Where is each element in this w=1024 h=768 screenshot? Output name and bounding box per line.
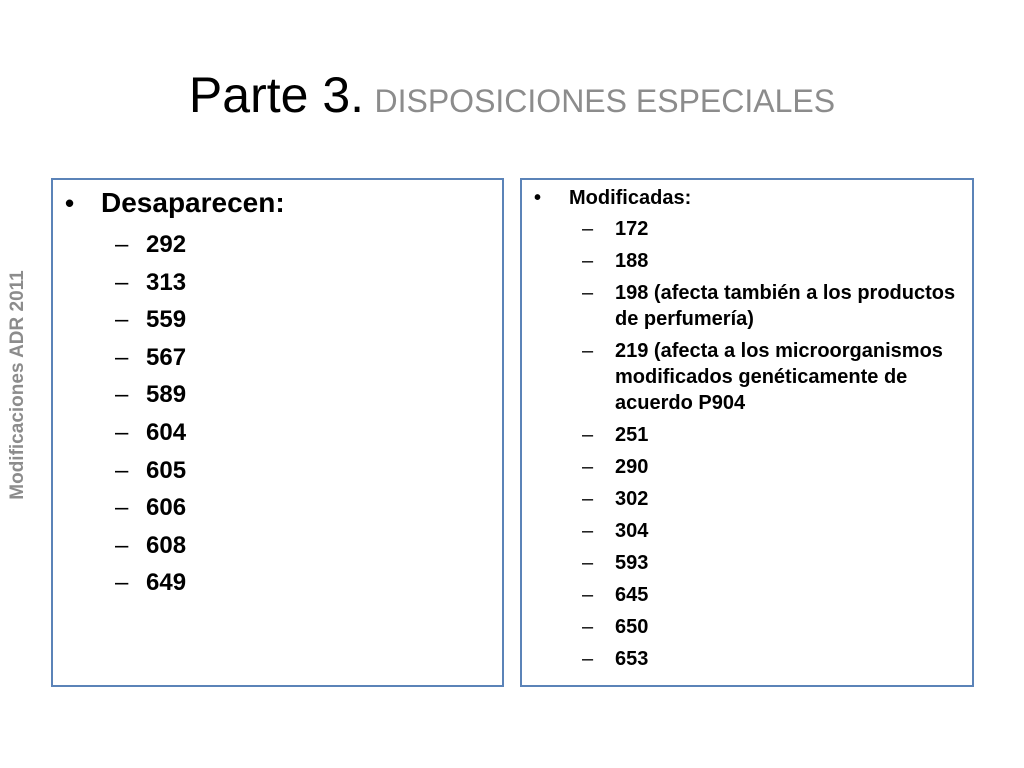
list-item <box>53 339 502 377</box>
dash-icon: – <box>582 648 594 670</box>
dash-icon: – <box>582 250 594 272</box>
dash-icon: – <box>582 424 594 446</box>
bullet-icon: • <box>534 187 542 209</box>
list-item <box>522 550 972 576</box>
dash-icon: – <box>582 616 594 638</box>
dash-icon: – <box>582 218 594 240</box>
title-main: Parte 3. <box>188 67 365 123</box>
list-item-text: 605 <box>146 456 187 484</box>
list-item <box>522 248 972 274</box>
list-item-text: 290 <box>615 456 649 478</box>
list-item-text: 251 <box>615 424 649 446</box>
dash-icon: – <box>115 343 129 371</box>
side-label: Modificaciones ADR 2011 <box>7 270 28 500</box>
dash-icon: – <box>115 494 129 522</box>
dash-icon: – <box>582 520 594 542</box>
list-item-text: 608 <box>146 531 187 559</box>
list-item <box>522 422 972 448</box>
right-content-box <box>520 178 974 687</box>
dash-icon: – <box>115 306 129 334</box>
dash-icon: – <box>115 231 129 258</box>
dash-icon: – <box>582 488 594 510</box>
list-item <box>53 301 502 339</box>
right-heading-item <box>522 186 972 211</box>
dash-icon: – <box>115 531 129 559</box>
dash-icon: – <box>582 282 594 304</box>
dash-icon: – <box>115 268 129 296</box>
list-item <box>53 376 502 414</box>
dash-icon: – <box>582 584 594 606</box>
list-item <box>522 518 972 544</box>
list-item-text: 198 (afecta también a los productos de perfumería) <box>615 282 956 330</box>
list-item-text: 304 <box>615 520 649 542</box>
list-item <box>53 564 502 602</box>
list-item <box>522 646 972 672</box>
list-item <box>53 226 502 264</box>
dash-icon: – <box>115 569 129 597</box>
list-item <box>522 454 972 480</box>
list-item <box>522 582 972 608</box>
left-heading: Desaparecen: <box>101 187 285 218</box>
list-item <box>522 614 972 640</box>
slide-title <box>0 66 1024 124</box>
list-item <box>53 452 502 490</box>
left-bullet-list <box>53 186 502 220</box>
list-item-text: 653 <box>615 648 649 670</box>
right-bullet-list <box>522 186 972 211</box>
dash-icon: – <box>582 456 594 478</box>
dash-icon: – <box>115 381 129 409</box>
list-item-text: 559 <box>146 306 187 334</box>
list-item <box>522 216 972 242</box>
dash-icon: – <box>582 340 594 362</box>
list-item-text: 313 <box>146 268 187 296</box>
dash-icon: – <box>115 456 129 484</box>
right-heading: Modificadas: <box>569 187 692 209</box>
list-item <box>522 280 972 332</box>
left-heading-item <box>53 186 502 220</box>
list-item <box>53 264 502 302</box>
list-item-text: 606 <box>146 494 187 522</box>
list-item-text: 292 <box>146 231 187 258</box>
list-item-text: 650 <box>615 616 649 638</box>
list-item-text: 219 (afecta a los microorganismos modificados genéticamente de acuerdo P904 <box>615 340 943 414</box>
title-subtitle: DISPOSICIONES ESPECIALES <box>374 83 836 119</box>
list-item-text: 604 <box>146 418 187 446</box>
list-item-text: 645 <box>615 584 649 606</box>
right-sub-list <box>522 216 972 672</box>
list-item <box>53 414 502 452</box>
list-item-text: 593 <box>615 552 649 574</box>
list-item <box>53 527 502 565</box>
list-item-text: 567 <box>146 343 187 371</box>
bullet-icon: • <box>65 188 75 218</box>
list-item <box>53 489 502 527</box>
dash-icon: – <box>582 552 594 574</box>
list-item-text: 302 <box>615 488 649 510</box>
list-item-text: 172 <box>615 218 649 240</box>
list-item-text: 649 <box>146 569 187 597</box>
list-item-text: 589 <box>146 381 187 409</box>
dash-icon: – <box>115 418 129 446</box>
list-item <box>522 338 972 416</box>
left-content-box <box>51 178 504 687</box>
list-item <box>522 486 972 512</box>
list-item-text: 188 <box>615 250 649 272</box>
left-sub-list <box>53 226 502 602</box>
